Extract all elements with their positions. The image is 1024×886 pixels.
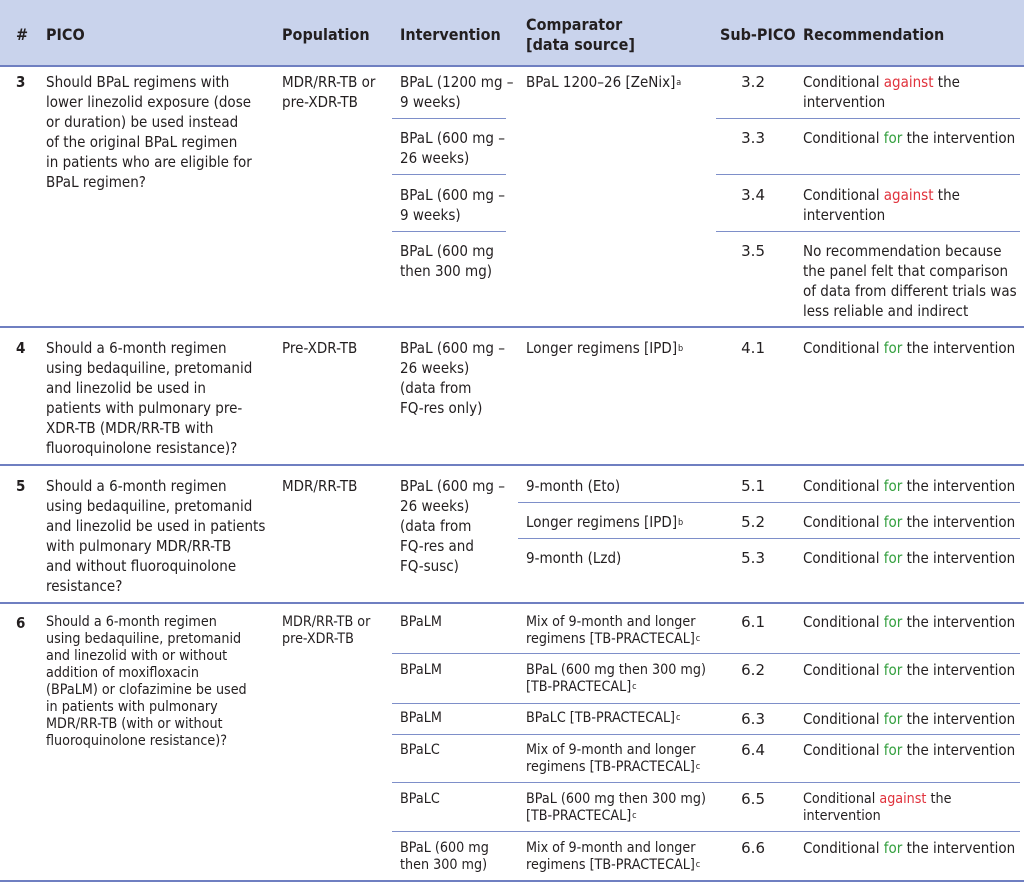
row-divider [392,174,506,175]
row5-recommendation-5-2: Conditional for the intervention [803,513,1016,531]
row3-recommendation-3-3: Conditional for the intervention [803,129,1016,147]
row6-intervention-6-5: BPaLC [400,791,440,807]
row6-subpico-6-1: 6.1 [741,613,765,631]
row4-population: Pre-XDR-TB [282,339,358,357]
row6-subpico-6-3: 6.3 [741,710,765,728]
row3-pico-question: Should BPaL regimens with lower linezolid exposure (dose or duration) be used instead of the original BPaL regimen in patients who are eligible for BPaL regimen? [46,73,252,191]
row3-intervention-3-2: BPaL (1200 mg – 9 weeks) [400,73,514,111]
row5-subpico-5-3: 5.3 [741,549,765,567]
row-divider [392,231,506,232]
group-divider [0,464,1024,466]
row6-intervention-6-3: BPaLM [400,710,442,726]
col-header-intervention: Intervention [400,25,501,44]
row5-comparator-5-1: 9-month (Eto) [526,477,621,495]
row4-number: 4 [16,339,26,357]
row5-recommendation-5-1: Conditional for the intervention [803,477,1016,495]
row-divider [716,118,1020,119]
col-header-data-source: [data source] [526,35,635,54]
row3-intervention-3-3: BPaL (600 mg – 26 weeks) [400,129,505,167]
row-divider [392,782,1020,783]
row6-number: 6 [16,614,26,632]
row6-subpico-6-5: 6.5 [741,790,765,808]
row3-intervention-3-4: BPaL (600 mg – 9 weeks) [400,186,505,224]
row6-intervention-6-4: BPaLC [400,742,440,758]
col-header-num: # [16,25,29,44]
row3-intervention-3-5: BPaL (600 mg then 300 mg) [400,242,494,280]
group-divider [0,326,1024,328]
row-divider [716,231,1020,232]
row3-number: 3 [16,73,26,91]
row4-comparator: Longer regimens [IPD]$^b$ [526,339,684,357]
col-header-subpico: Sub-PICO [720,25,796,44]
row6-subpico-6-2: 6.2 [741,661,765,679]
row5-population: MDR/RR-TB [282,477,358,495]
table-bottom-rule [0,880,1024,882]
row5-recommendation-5-3: Conditional for the intervention [803,549,1016,567]
row3-comparator: BPaL 1200–26 [ZeNix]$^a$ [526,73,682,91]
row6-comparator-6-5: BPaL (600 mg then 300 mg) [TB-PRACTECAL]$^c$ [526,791,706,824]
row6-recommendation-6-3: Conditional for the intervention [803,710,1016,728]
row-divider [392,831,1020,832]
row6-comparator-6-4: Mix of 9-month and longer regimens [TB-PRACTECAL]$^c$ [526,742,701,775]
header-divider [0,65,1024,67]
row4-pico-question: Should a 6-month regimen using bedaquiline, pretomanid and linezolid be used in patients with pulmonary pre- XDR-TB (MDR/RR-TB with fluoroquinolone resistance)? [46,339,253,457]
row5-intervention: BPaL (600 mg – 26 weeks) (data from FQ-res and FQ-susc) [400,477,505,575]
row-divider [392,734,1020,735]
col-header-pico: PICO [46,25,85,44]
row6-intervention-6-2: BPaLM [400,662,442,678]
row3-recommendation-3-2: Conditional against the intervention [803,73,960,111]
row6-intervention-6-6: BPaL (600 mg then 300 mg) [400,840,489,873]
row-divider [392,703,1020,704]
row6-comparator-6-3: BPaLC [TB-PRACTECAL]$^c$ [526,710,681,726]
row5-subpico-5-1: 5.1 [741,477,765,495]
row6-comparator-6-2: BPaL (600 mg then 300 mg) [TB-PRACTECAL]$^c$ [526,662,706,695]
row5-subpico-5-2: 5.2 [741,513,765,531]
row6-comparator-6-1: Mix of 9-month and longer regimens [TB-PRACTECAL]$^c$ [526,614,701,647]
row5-comparator-5-2: Longer regimens [IPD]$^b$ [526,513,684,531]
group-divider [0,602,1024,604]
row-divider [518,538,1020,539]
row3-recommendation-3-5: No recommendation because the panel felt that comparison of data from different trials was less reliable and indirect [803,242,1017,320]
row6-recommendation-6-2: Conditional for the intervention [803,661,1016,679]
row3-subpico-3-4: 3.4 [741,186,765,204]
row5-comparator-5-3: 9-month (Lzd) [526,549,622,567]
row6-recommendation-6-5: Conditional against the intervention [803,791,952,824]
row6-subpico-6-4: 6.4 [741,741,765,759]
row3-recommendation-3-4: Conditional against the intervention [803,186,960,224]
row-divider [716,174,1020,175]
row6-subpico-6-6: 6.6 [741,839,765,857]
row6-population: MDR/RR-TB or pre-XDR-TB [282,614,371,647]
row5-pico-question: Should a 6-month regimen using bedaquiline, pretomanid and linezolid be used in patients with pulmonary MDR/RR-TB and without fluoroquinolone resistance? [46,477,266,595]
row6-recommendation-6-4: Conditional for the intervention [803,741,1016,759]
row6-intervention-6-1: BPaLM [400,614,442,630]
row4-intervention: BPaL (600 mg – 26 weeks) (data from FQ-res only) [400,339,505,417]
row-divider [392,118,506,119]
col-header-population: Population [282,25,370,44]
row6-recommendation-6-6: Conditional for the intervention [803,839,1016,857]
row6-comparator-6-6: Mix of 9-month and longer regimens [TB-PRACTECAL]$^c$ [526,840,701,873]
row6-recommendation-6-1: Conditional for the intervention [803,613,1016,631]
col-header-recommendation: Recommendation [803,25,945,44]
row3-subpico-3-2: 3.2 [741,73,765,91]
row-divider [392,653,1020,654]
row-divider [518,502,1020,503]
row3-subpico-3-3: 3.3 [741,129,765,147]
row4-subpico: 4.1 [741,339,765,357]
row5-number: 5 [16,477,26,495]
row3-population: MDR/RR-TB or pre-XDR-TB [282,73,376,111]
col-header-comparator: Comparator [526,15,623,34]
row4-recommendation: Conditional for the intervention [803,339,1016,357]
row3-subpico-3-5: 3.5 [741,242,765,260]
row6-pico-question: Should a 6-month regimen using bedaquiline, pretomanid and linezolid with or without addition of moxifloxacin (BPaLM) or clofazimine be used in patients with pulmonary MDR/RR-TB (with or without fluoroquinolone resistance)? [46,614,247,749]
